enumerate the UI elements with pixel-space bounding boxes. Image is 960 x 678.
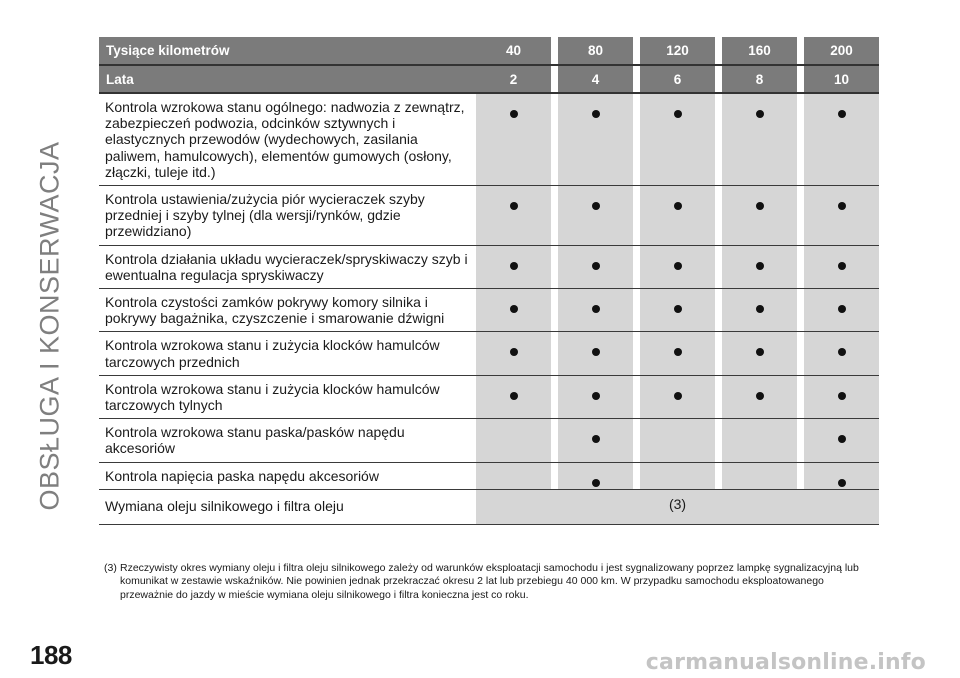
column-separator — [633, 94, 640, 186]
column-separator — [551, 186, 558, 246]
check-dot-icon — [592, 392, 600, 400]
header-years-cell: 8 — [722, 66, 797, 92]
check-dot-icon — [510, 110, 518, 118]
check-dot-icon — [592, 435, 600, 443]
interval-cell — [476, 463, 551, 490]
header-years-cell: 6 — [640, 66, 715, 92]
interval-cell — [558, 419, 633, 462]
footnote-text: Rzeczywisty okres wymiany oleju i filtra oleju silnikowego zależy od warunków eksploatacji samochodu i jest sygnalizowany poprzez lampkę sygnalizacyjną lub komunikat w zestawie wskaźników. Nie powinien jednak przekraczać okresu 2 lat lub przebiegu 40 000 km. W przypadku samochodu eksploatowanego przeważnie do jazdy w mieście wymiana oleju silnikowego i filtra konieczna jest co roku. — [120, 562, 859, 601]
column-separator — [551, 332, 558, 375]
header-km-cell: 160 — [722, 37, 797, 64]
header-km-cell: 120 — [640, 37, 715, 64]
check-dot-icon — [592, 262, 600, 270]
interval-cell — [640, 94, 715, 186]
check-dot-icon — [592, 110, 600, 118]
check-dot-icon — [838, 202, 846, 210]
column-separator — [715, 332, 722, 375]
check-dot-icon — [674, 348, 682, 356]
column-separator — [797, 419, 804, 462]
check-dot-icon — [838, 110, 846, 118]
interval-cell — [558, 463, 633, 490]
check-dot-icon — [838, 305, 846, 313]
check-dot-icon — [510, 202, 518, 210]
interval-cell — [558, 376, 633, 419]
check-dot-icon — [510, 392, 518, 400]
column-separator — [715, 186, 722, 246]
interval-cell — [722, 246, 797, 289]
interval-cell — [722, 419, 797, 462]
column-separator — [633, 289, 640, 332]
header-km-label: Tysiące kilometrów — [99, 37, 476, 64]
column-separator — [797, 463, 804, 490]
interval-cell — [804, 463, 879, 490]
column-separator — [633, 332, 640, 375]
column-separator — [715, 94, 722, 186]
interval-cell — [476, 419, 551, 462]
interval-cell — [804, 376, 879, 419]
header-km-sep — [797, 37, 804, 64]
header-km-cell: 200 — [804, 37, 879, 64]
task-description: Kontrola ustawienia/zużycia piór wycieraczek szyby przedniej i szyby tylnej (dla wersji/rynków, gdzie przewidziano) — [99, 186, 476, 246]
check-dot-icon — [838, 435, 846, 443]
check-dot-icon — [592, 348, 600, 356]
interval-cell — [722, 289, 797, 332]
column-separator — [715, 376, 722, 419]
column-separator — [797, 376, 804, 419]
chapter-side-title-text: OBSŁUGA I KONSERWACJA — [34, 141, 65, 511]
check-dot-icon — [756, 305, 764, 313]
header-years-label: Lata — [99, 66, 476, 92]
task-description: Kontrola napięcia paska napędu akcesoriów — [99, 463, 476, 490]
column-separator — [633, 419, 640, 462]
column-separator — [633, 246, 640, 289]
column-separator — [633, 186, 640, 246]
interval-cell — [558, 332, 633, 375]
header-years-sep — [633, 66, 640, 92]
interval-cell — [558, 94, 633, 186]
header-km-sep — [715, 37, 722, 64]
column-separator — [715, 419, 722, 462]
interval-cell — [804, 289, 879, 332]
interval-cell — [476, 332, 551, 375]
column-separator — [633, 376, 640, 419]
page-number: 188 — [30, 640, 72, 670]
interval-cell — [640, 289, 715, 332]
task-description: Kontrola wzrokowa stanu ogólnego: nadwozia z zewnątrz, zabezpieczeń podwozia, odcinków sztywnych i elastycznych przewodów (wydechowych, zasilania paliwem, hamulcowych), elementów gumowych (osłony, złączki, tuleje itd.) — [99, 94, 476, 186]
interval-cell — [476, 186, 551, 246]
column-separator — [797, 332, 804, 375]
check-dot-icon — [838, 262, 846, 270]
column-separator — [797, 186, 804, 246]
column-separator — [715, 463, 722, 490]
check-dot-icon — [674, 305, 682, 313]
header-years-sep — [715, 66, 722, 92]
check-dot-icon — [756, 110, 764, 118]
check-dot-icon — [756, 202, 764, 210]
check-dot-icon — [674, 202, 682, 210]
column-separator — [551, 376, 558, 419]
column-separator — [551, 94, 558, 186]
header-years-cell: 4 — [558, 66, 633, 92]
column-separator — [715, 246, 722, 289]
column-separator — [551, 246, 558, 289]
task-description: Kontrola wzrokowa stanu i zużycia klocków hamulców tarczowych przednich — [99, 332, 476, 375]
column-separator — [797, 94, 804, 186]
task-description: Kontrola wzrokowa stanu i zużycia klocków hamulców tarczowych tylnych — [99, 376, 476, 419]
task-description: Kontrola czystości zamków pokrywy komory silnika i pokrywy bagażnika, czyszczenie i smarowanie dźwigni — [99, 289, 476, 332]
interval-cell — [722, 463, 797, 490]
check-dot-icon — [592, 202, 600, 210]
check-dot-icon — [510, 305, 518, 313]
column-separator — [797, 246, 804, 289]
interval-cell — [804, 419, 879, 462]
column-separator — [551, 419, 558, 462]
check-dot-icon — [674, 262, 682, 270]
task-description: Wymiana oleju silnikowego i filtra oleju — [99, 490, 476, 525]
interval-cell — [558, 289, 633, 332]
header-km-sep — [633, 37, 640, 64]
interval-cell — [804, 246, 879, 289]
interval-cell — [558, 186, 633, 246]
column-separator — [551, 289, 558, 332]
interval-cell — [640, 376, 715, 419]
interval-cell — [804, 186, 879, 246]
watermark: carmanualsonline.info — [645, 650, 926, 675]
header-years-cell: 2 — [476, 66, 551, 92]
interval-cell — [640, 332, 715, 375]
check-dot-icon — [674, 392, 682, 400]
footnote — [104, 562, 874, 602]
interval-cell — [476, 94, 551, 186]
interval-cell — [722, 94, 797, 186]
check-dot-icon — [756, 392, 764, 400]
check-dot-icon — [674, 110, 682, 118]
task-description: Kontrola działania układu wycieraczek/spryskiwaczy szyb i ewentualna regulacja spryskiwaczy — [99, 246, 476, 289]
interval-cell — [476, 289, 551, 332]
column-separator — [715, 289, 722, 332]
header-km-sep — [551, 37, 558, 64]
oil-change-note: (3) — [476, 490, 879, 525]
check-dot-icon — [838, 392, 846, 400]
check-dot-icon — [510, 262, 518, 270]
column-separator — [551, 463, 558, 490]
header-years-sep — [551, 66, 558, 92]
maintenance-schedule-table — [99, 37, 871, 525]
task-description: Kontrola wzrokowa stanu paska/pasków napędu akcesoriów — [99, 419, 476, 462]
interval-cell — [640, 246, 715, 289]
header-km-cell: 40 — [476, 37, 551, 64]
check-dot-icon — [756, 348, 764, 356]
check-dot-icon — [592, 305, 600, 313]
check-dot-icon — [510, 348, 518, 356]
check-dot-icon — [838, 479, 846, 487]
interval-cell — [640, 419, 715, 462]
interval-cell — [476, 376, 551, 419]
header-km-cell: 80 — [558, 37, 633, 64]
check-dot-icon — [756, 262, 764, 270]
header-years-sep — [797, 66, 804, 92]
column-separator — [797, 289, 804, 332]
check-dot-icon — [838, 348, 846, 356]
header-years-cell: 10 — [804, 66, 879, 92]
interval-cell — [640, 463, 715, 490]
interval-cell — [722, 186, 797, 246]
interval-cell — [640, 186, 715, 246]
interval-cell — [558, 246, 633, 289]
footnote-mark: (3) — [104, 562, 117, 574]
check-dot-icon — [592, 479, 600, 487]
column-separator — [633, 463, 640, 490]
interval-cell — [804, 94, 879, 186]
interval-cell — [476, 246, 551, 289]
interval-cell — [722, 332, 797, 375]
interval-cell — [804, 332, 879, 375]
interval-cell — [722, 376, 797, 419]
